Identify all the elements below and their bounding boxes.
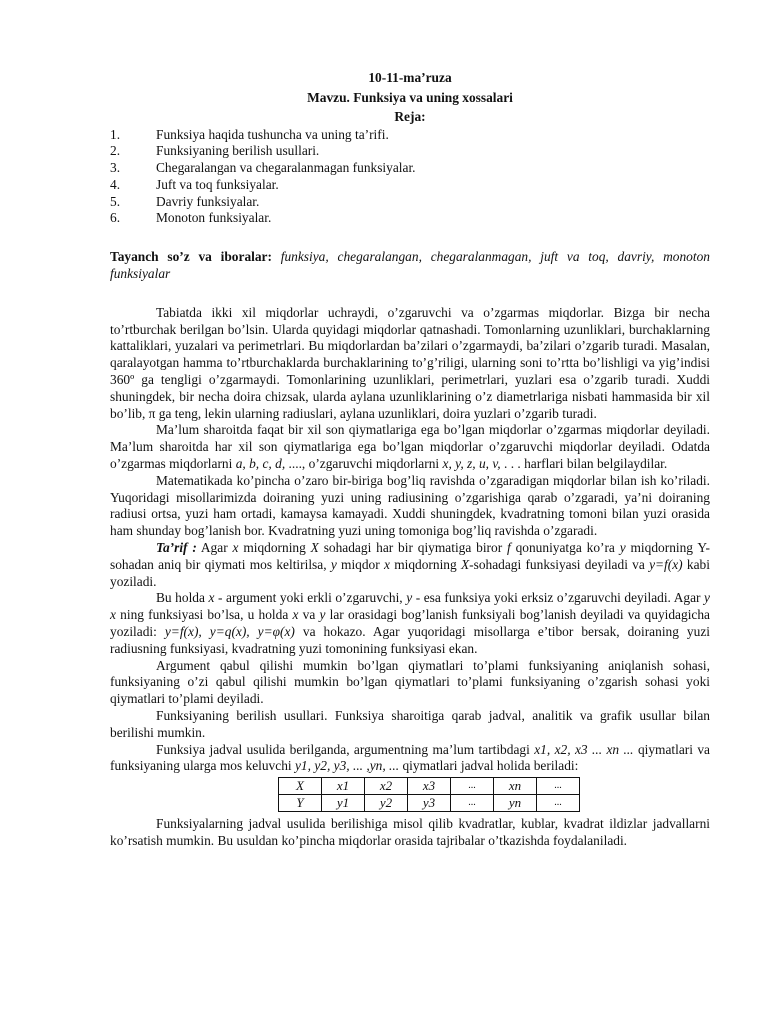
plan-item xyxy=(110,210,710,227)
plan-list xyxy=(110,127,710,228)
table-cell: x1 xyxy=(322,778,365,795)
text-run: -sohadagi funksiyasi deyiladi va xyxy=(469,556,645,572)
table-cell: yn xyxy=(494,795,537,812)
table-cell: y1 xyxy=(322,795,365,812)
table-cell: x3 xyxy=(408,778,451,795)
text-run: - esa funksiya yoki erksiz o’zgaruvchi deyiladi. Agar xyxy=(415,590,701,606)
plan-item-number: 4. xyxy=(110,176,121,192)
text-run: kabi yoziladi. xyxy=(110,556,710,589)
plan-title: Reja: xyxy=(394,109,426,124)
text-run: sohadagi har bir qiymatiga biror xyxy=(323,540,503,556)
topic-title: Mavzu. Funksiya va uning xossalari xyxy=(307,89,513,105)
text-run: lar orasidagi bog’lanish funksiyali bog’lanish deyiladi va quyidagicha yoziladi: xyxy=(110,607,710,640)
lecture-number: 10-11-ma’ruza xyxy=(368,70,452,85)
table-cell: y2 xyxy=(365,795,408,812)
plan-item-text: Juft va toq funksiyalar. xyxy=(156,176,279,192)
table-cell: ... xyxy=(451,795,494,812)
paragraph-table-examples: Funksiyalarning jadval usulida berilishiga misol qilib kvadratlar, kublar, kvadrat ildizlar jadvallarni ko’rsatish mumkin. Bu usuldan ko’pincha miqdorlar orasida tajribalar o’tkazishda foydalaniladi. xyxy=(110,816,710,848)
paragraph-quantities: Tabiatda ikki xil miqdorlar uchraydi, o’zgaruvchi va o’zgarmas miqdorlar. Bizga bir necha to’rtburchak berilgan bo’lsin. Ularda quyidagi miqdorlar qatnashadi. Tomonlarning uzunliklari, burchaklarning kattaliklari, yuzalari va perimetrlari. Bu miqdorlardan ba’zilari o’zgarmaydi, ba’zilari o’zgarib turadi. Masalan, qaralayotgan hamma to’rtburchaklarda burchaklarining to’g’riligi, ularning soni to’rtta bo’lishligi va yig’indisi 360º ga tengligi o’zgarmaydi. Tomonlarining uzunliklari, perimetrlari, yuzlari esa o’zgarib turadi. Xuddi shuningdek, bir necha doira chizsak, ularda aylana uzunliklarining o’z diametrlariga nisbati hammasida bir xil bo’lib, π ga teng, lekin ularning radiuslari, aylana uzunliklari, doira yuzlari o’zgarib turadi. xyxy=(110,304,710,421)
math-var: y xyxy=(319,607,326,623)
plan-item-text: Chegaralangan va chegaralanmagan funksiyalar. xyxy=(156,160,416,176)
math-var: x xyxy=(383,556,390,572)
math-var: X xyxy=(310,540,319,556)
text-run: qiymatlari va funksiyaning ularga mos keluvchi xyxy=(110,741,711,774)
text-run: Bu holda xyxy=(156,590,205,606)
keywords-list: funksiya, chegaralangan, chegaralanmagan, juft va toq, davriy, monoton funksiyalar xyxy=(110,249,710,282)
math-var: x xyxy=(292,607,299,623)
paragraph-domain-range: Argument qabul qilishi mumkin bo’lgan qiymatlari to’plami funksiyaning aniqlanish sohasi, funksiyaning o’zi qabul qilishi mumkin bo’lgan qiymatlari to’plami funksiyaning o’zgarish sohasi yoki qiymatlari to’plami deyiladi. xyxy=(110,657,710,707)
text-run: . . . harflari bilan belgilaydilar. xyxy=(504,456,668,472)
function-formula: y=f(x) xyxy=(649,556,683,572)
paragraph-definition xyxy=(110,540,710,590)
definition-label: Ta’rif : xyxy=(156,540,197,556)
math-var: X xyxy=(460,556,470,572)
text-run: - argument yoki erkli o’zgaruvchi, xyxy=(218,590,403,606)
text-run: Ma’lum sharoitda faqat bir xil son qiymatlariga ega bo’lgan miqdorlar o’zgarmas miqdorlar deyiladi. Ma’lum sharoitda har xil son qiymatlariga ega bo’lgan miqdorlar o’zgaruvchi miqdorlar deyiladi. Odatda o’zgarmas miqdorlarni xyxy=(110,422,710,472)
table-row-x xyxy=(279,778,580,795)
table-cell: ... xyxy=(537,778,580,795)
plan-item-text: Davriy funksiyalar. xyxy=(156,193,260,209)
plan-item-number: 5. xyxy=(110,193,121,209)
function-formulas: y=f(x), y=q(x), y=φ(x) xyxy=(164,624,295,640)
text-run: va xyxy=(302,607,316,623)
plan-item-text: Funksiya haqida tushuncha va uning ta’rifi. xyxy=(156,126,389,142)
plan-item xyxy=(110,160,710,177)
text-run: Agar xyxy=(200,540,228,556)
plan-item xyxy=(110,127,710,144)
text-run: miqdor xyxy=(341,556,380,572)
table-row-y xyxy=(279,795,580,812)
math-var: y xyxy=(406,590,413,606)
math-var: x xyxy=(208,590,215,606)
text-run: va hokazo. Agar yuqoridagi misollarga e’tibor bersak, doiraning yuzi radiusning funksiyasi, kvadratning yuzi tomonining funksiyasi ekan. xyxy=(110,624,710,656)
plan-item xyxy=(110,143,710,160)
y-values-sequence: y1, y2, y3, ... ,yn, ... xyxy=(294,758,400,774)
text-run: miqdorning xyxy=(243,540,306,556)
paragraph-table-method xyxy=(110,742,710,776)
paragraph-representation-methods: Funksiyaning berilish usullari. Funksiya sharoitiga qarab jadval, analitik va grafik usullar bilan berilishi mumkin. xyxy=(110,708,710,740)
math-var: y xyxy=(330,556,337,572)
table-cell: y3 xyxy=(408,795,451,812)
keywords-label: Tayanch so’z va iboralar: xyxy=(110,249,272,265)
paragraph-constants-variables xyxy=(110,422,710,472)
constant-letters: a, b, c, d, xyxy=(235,456,286,472)
math-var: y x xyxy=(110,590,710,623)
text-run: qiymatlari jadval holida beriladi: xyxy=(402,758,579,774)
text-run: Funksiya jadval usulida berilganda, argumentning ma’lum tartibdagi xyxy=(156,741,530,757)
table-cell: X xyxy=(279,778,322,795)
math-var: y xyxy=(619,540,626,556)
variable-letters: x, y, z, u, v, xyxy=(442,456,501,472)
text-run: miqdorning xyxy=(394,556,457,572)
function-table xyxy=(278,777,580,812)
plan-item-text: Monoton funksiyalar. xyxy=(156,210,272,226)
plan-item-text: Funksiyaning berilish usullari. xyxy=(156,143,320,159)
table-cell: x2 xyxy=(365,778,408,795)
x-values-sequence: x1, x2, x3 ... xn ... xyxy=(534,741,634,757)
plan-item-number: 6. xyxy=(110,210,121,226)
plan-item xyxy=(110,177,710,194)
paragraph-argument xyxy=(110,590,710,657)
table-cell: xn xyxy=(494,778,537,795)
text-run: ...., o’zgaruvchi miqdorlarni xyxy=(288,456,440,472)
keywords-block xyxy=(110,249,710,283)
document-page xyxy=(110,68,710,850)
text-run: miqdorning Y-sohadan aniq bir qiymati mos keltirilsa, xyxy=(110,540,710,572)
text-run: qonuniyatga ko’ra xyxy=(515,540,615,556)
paragraph-dependence: Matematikada ko’pincha o’zaro bir-biriga bog’liq ravishda o’zgaradigan miqdorlar bilan ish ko’riladi. Yuqoridagi misollarimizda doiraning yuzi uning radiusining o’zgarishiga qarab o’zgaradi, ya’ni doiraning radiusi ortsa, yuzi ham ortadi, kamaysa kamayadi. Xuddi shuningdek, kvadratning tomoni bilan yuzi orasida ham shunday bog’lanish bor. Kvadratning yuzi uning tomoniga bog’liq ravishda o’zgaradi. xyxy=(110,472,710,539)
table-cell: ... xyxy=(451,778,494,795)
plan-item-number: 2. xyxy=(110,143,121,159)
math-var: x xyxy=(232,540,239,556)
table-cell: ... xyxy=(537,795,580,812)
math-var: f xyxy=(507,540,511,556)
table-cell: Y xyxy=(279,795,322,812)
plan-item-number: 1. xyxy=(110,126,121,142)
lecture-body xyxy=(110,305,710,850)
plan-item xyxy=(110,194,710,211)
text-run: ning funksiyasi bo’lsa, u holda xyxy=(120,607,289,623)
plan-item-number: 3. xyxy=(110,160,121,176)
